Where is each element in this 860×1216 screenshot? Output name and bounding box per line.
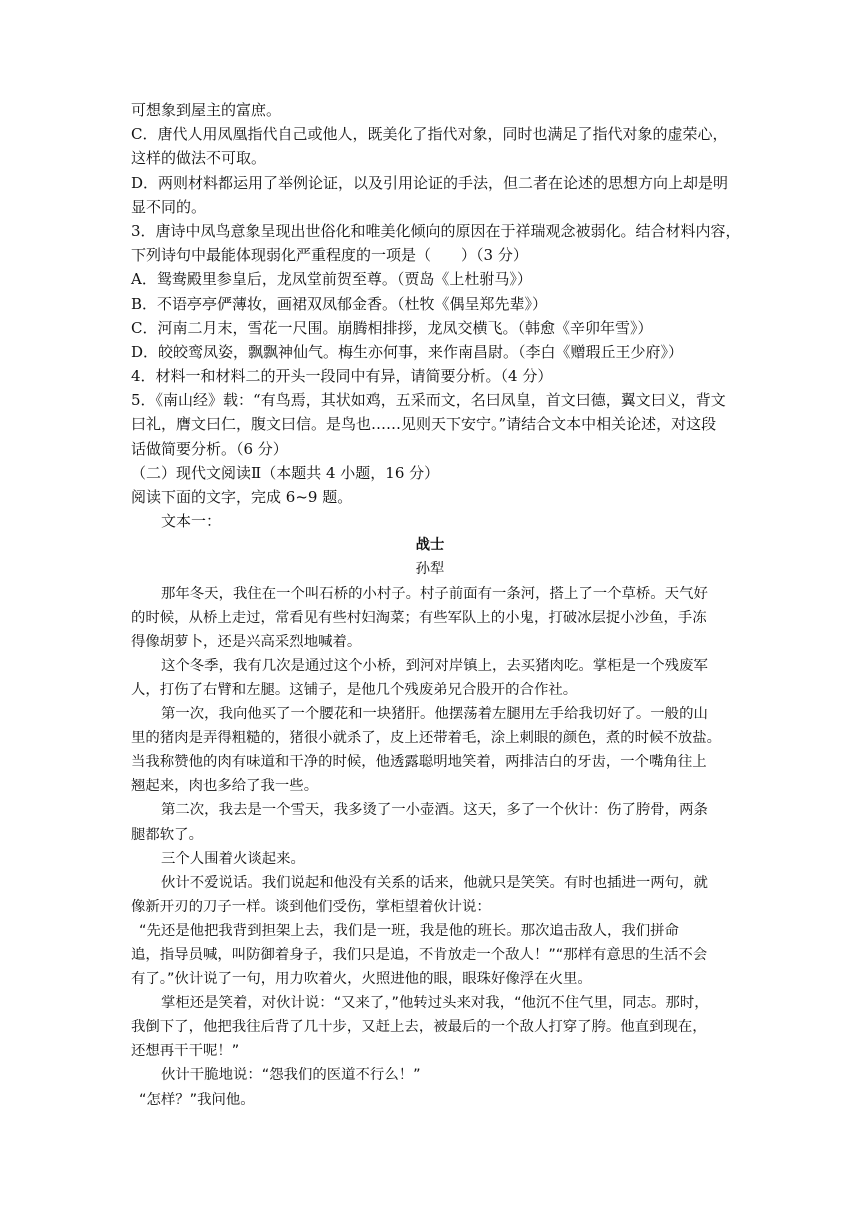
story-line: 当我称赞他的肉有味道和干净的时候，他透露聪明地笑着，两排洁白的牙齿，一个嘴角往上 bbox=[131, 754, 707, 771]
story-line: 还想再干干呢！” bbox=[131, 1043, 240, 1060]
story-line: 腿都软了。 bbox=[131, 826, 203, 843]
question-2-option-c-cont: 这样的做法不可取。 bbox=[131, 149, 267, 168]
story-author: 孙犁 bbox=[415, 561, 445, 578]
story-line: 追，指导员喊，叫防御着身子，我们只是追，不肯放走一个敌人！”“那样有意思的生活不会 bbox=[131, 946, 708, 963]
question-3-option-c: C．河南二月末，雪花一尺围。崩腾相排拶，龙凤交横飞。（韩愈《辛卯年雪》） bbox=[131, 318, 653, 337]
exam-page bbox=[131, 98, 741, 1112]
story-line: 这个冬季，我有几次是通过这个小桥，到河对岸镇上，去买猪肉吃。掌柜是一个残废军 bbox=[161, 657, 708, 674]
text-1-label: 文本一： bbox=[161, 512, 222, 531]
question-3-option-d: D．皎皎鸾凤姿，飘飘神仙气。梅生亦何事，来作南昌尉。（李白《赠瑕丘王少府》） bbox=[131, 342, 684, 361]
question-2-option-d-cont: 显不同的。 bbox=[131, 197, 207, 216]
story-line: 伙计不爱说话。我们说起和他没有关系的话来，他就只是笑笑。有时也插进一两句，就 bbox=[161, 874, 708, 891]
question-5-cont: 曰礼，膺文曰仁，腹文曰信。是鸟也……见则天下安宁。”请结合文本中相关论述，对这段 bbox=[131, 415, 717, 434]
story-line: 第一次，我向他买了一个腰花和一块猪肝。他摆荡着左腿用左手给我切好了。一般的山 bbox=[161, 706, 708, 723]
question-2-option-d: D．两则材料都运用了举例论证，以及引用论证的手法，但二者在论述的思想方向上却是明 bbox=[131, 173, 729, 192]
question-3-stem-cont: 下列诗句中最能体现弱化严重程度的一项是（ ）（3 分） bbox=[131, 246, 528, 265]
story-line: “先还是他把我背到担架上去，我们是一班，我是他的班长。那次追击敌人，我们拼命 bbox=[139, 922, 679, 939]
story-body bbox=[131, 582, 729, 1112]
story-line: 有了。”伙计说了一句，用力吹着火，火照进他的眼，眼珠好像浮在火里。 bbox=[131, 971, 592, 988]
story-line: 那年冬天，我住在一个叫石桥的小村子。村子前面有一条河，搭上了一个草桥。天气好 bbox=[161, 585, 708, 602]
question-3-option-a: A．鸳鸯殿里参皇后，龙凤堂前贺至尊。（贾岛《上杜驸马》） bbox=[131, 270, 532, 289]
question-5-cont: 话做简要分析。（6 分） bbox=[131, 439, 288, 458]
story-title: 战士 bbox=[415, 536, 445, 554]
question-2-option-b-tail: 可想象到屋主的富庶。 bbox=[131, 101, 282, 119]
story-line: 像新开刃的刀子一样。谈到他们受伤，掌柜望着伙计说： bbox=[131, 898, 491, 915]
story-line: 得像胡萝卜，还是兴高采烈地喊着。 bbox=[131, 633, 362, 650]
story-line: 第二次，我去是一个雪天，我多烫了一小壶酒。这天，多了一个伙计：伤了胯骨，两条 bbox=[161, 802, 708, 819]
story-line: 人，打伤了右臂和左腿。这铺子，是他几个残废弟兄合股开的合作社。 bbox=[131, 681, 578, 698]
question-4: 4．材料一和材料二的开头一段同中有异，请简要分析。（4 分） bbox=[131, 367, 553, 386]
question-2-option-c: C．唐代人用凤凰指代自己或他人，既美化了指代对象，同时也满足了指代对象的虚荣心， bbox=[131, 125, 728, 144]
story-line: 里的猪肉是弄得粗糙的，猪很小就杀了，皮上还带着毛，涂上刺眼的颜色，煮的时候不放盐。 bbox=[131, 730, 722, 747]
question-5: 5．《南山经》载：“有鸟焉，其状如鸡，五采而文，名曰凤皇，首文曰德，翼文曰义，背文 bbox=[131, 391, 726, 410]
story-line: 我倒下了，他把我往后背了几十步，又赶上去，被最后的一个敌人打穿了胯。他直到现在， bbox=[131, 1019, 707, 1036]
story-line: 翘起来，肉也多给了我一些。 bbox=[131, 778, 319, 795]
story-line: 三个人围着火谈起来。 bbox=[161, 850, 305, 867]
story-line: 的时候，从桥上走过，常看见有些村妇淘菜；有些军队上的小鬼，打破冰层捉小沙鱼，手冻 bbox=[131, 609, 707, 626]
story-line: 伙计干脆地说：“怨我们的医道不行么！” bbox=[161, 1067, 421, 1084]
story-line: 掌柜还是笑着，对伙计说：“又来了，”他转过头来对我，“他沉不住气里，同志。那时， bbox=[161, 995, 709, 1012]
question-3-stem: 3．唐诗中凤鸟意象呈现出世俗化和唯美化倾向的原因在于祥瑞观念被弱化。结合材料内容， bbox=[131, 221, 741, 240]
story-passage bbox=[131, 533, 729, 1111]
question-3-option-b: B．不语亭亭俨薄妆，画裙双凤郁金香。（杜牧《偶呈郑先辈》） bbox=[131, 294, 548, 313]
section-2-heading: （二）现代文阅读Ⅱ（本题共 4 小题，16 分） bbox=[131, 463, 440, 482]
section-2-instruction: 阅读下面的文字，完成 6~9 题。 bbox=[131, 488, 353, 506]
story-line: “怎样？”我问他。 bbox=[139, 1091, 255, 1108]
